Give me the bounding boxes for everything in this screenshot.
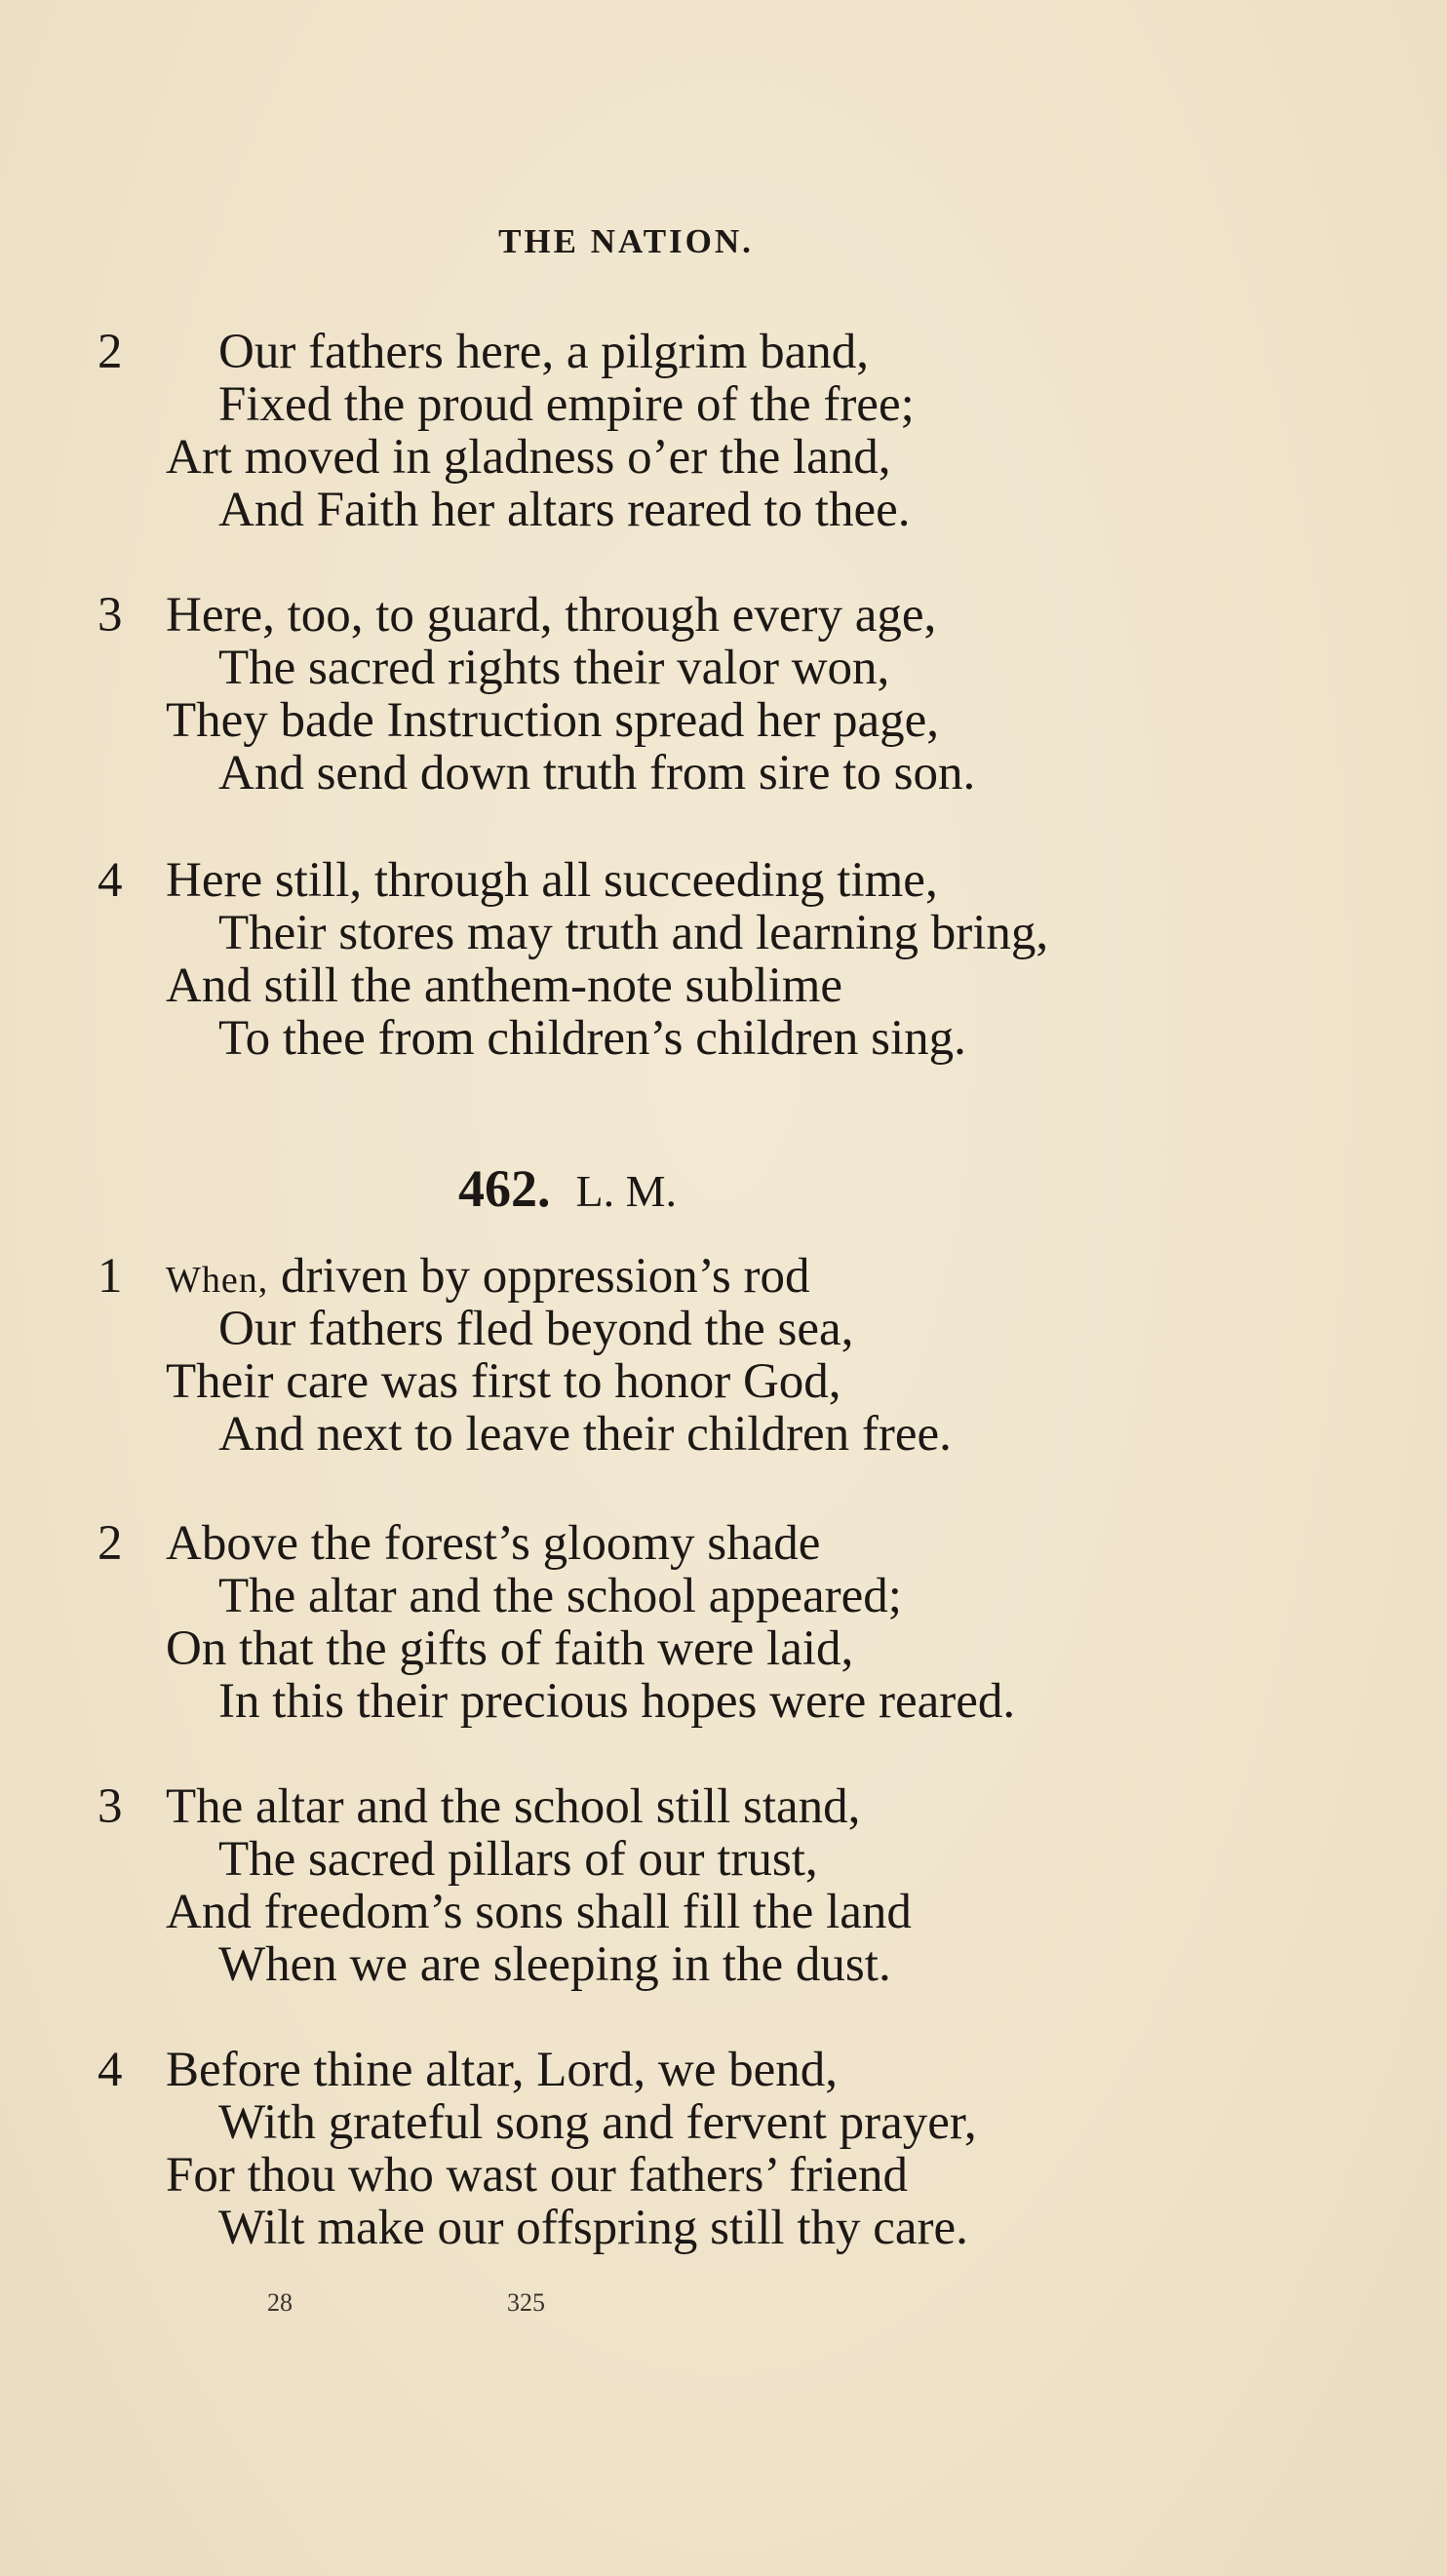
verse-line: When we are sleeping in the dust. [218, 1937, 891, 1992]
page-footer [267, 2288, 760, 2318]
verse-line: Their care was first to honor God, [166, 1354, 841, 1409]
verse-line: The altar and the school appeared; [218, 1569, 902, 1623]
hymn-462-verse-3 [98, 1780, 1316, 1991]
verse-line: Here, too, to guard, through every age, [166, 588, 937, 643]
verse-continued-2 [98, 326, 1316, 536]
verse-line: The sacred pillars of our trust, [218, 1832, 818, 1887]
hymn-462-verse-2 [98, 1517, 1316, 1728]
first-word-small-caps: When, [166, 1260, 269, 1301]
hymn-462-verse-1 [98, 1250, 1316, 1461]
verse-line: In this their precious hopes were reared. [218, 1674, 1016, 1729]
verse-line: Here still, through all succeeding time, [166, 853, 938, 908]
verse-continued-3 [98, 589, 1316, 800]
verse-line: The altar and the school still stand, [166, 1779, 861, 1834]
verse-number: 4 [98, 853, 123, 908]
verse-line: And still the anthem-note sublime [166, 958, 843, 1013]
verse-line: With grateful song and fervent prayer, [218, 2095, 977, 2150]
running-head: THE NATION. [498, 222, 754, 260]
verse-number: 2 [98, 1516, 123, 1571]
verse-continued-4 [98, 854, 1316, 1065]
verse-line: Before thine altar, Lord, we bend, [166, 2043, 839, 2097]
verse-line: The sacred rights their valor won, [218, 641, 890, 695]
verse-number: 4 [98, 2043, 123, 2097]
verse-number: 3 [98, 1779, 123, 1834]
page-number: 325 [507, 2288, 545, 2317]
verse-line: Wilt make our offspring still thy care. [218, 2201, 968, 2255]
verse-line: Our fathers fled beyond the sea, [218, 1302, 854, 1356]
verse-line: For thou who wast our fathers’ friend [166, 2148, 909, 2203]
verse-number: 1 [98, 1249, 123, 1304]
hymn-meter: L. M. [575, 1166, 677, 1216]
verse-number: 2 [98, 325, 123, 379]
verse-line: They bade Instruction spread her page, [166, 693, 940, 748]
verse-line: Our fathers here, a pilgrim band, [218, 325, 870, 379]
verse-line: Their stores may truth and learning bring, [218, 906, 1049, 960]
verse-line: Art moved in gladness o’er the land, [166, 430, 891, 485]
verse-line: And send down truth from sire to son. [218, 746, 976, 800]
verse-line: And Faith her altars reared to thee. [218, 483, 911, 537]
verse-number: 3 [98, 588, 123, 643]
verse-line: To thee from children’s children sing. [218, 1011, 966, 1066]
verse-line: Above the forest’s gloomy shade [166, 1516, 821, 1571]
hymn-462-verse-4 [98, 2044, 1316, 2254]
verse-line: And freedom’s sons shall fill the land [166, 1885, 912, 1939]
verse-line: And next to leave their children free. [218, 1407, 952, 1462]
hymn-number: 462. [458, 1159, 551, 1218]
verse-line: On that the gifts of faith were laid, [166, 1621, 854, 1676]
verse-line: Fixed the proud empire of the free; [218, 377, 915, 432]
verse-line: driven by oppression’s rod [268, 1249, 810, 1304]
hymn-heading [458, 1158, 677, 1219]
signature-mark: 28 [267, 2288, 293, 2317]
